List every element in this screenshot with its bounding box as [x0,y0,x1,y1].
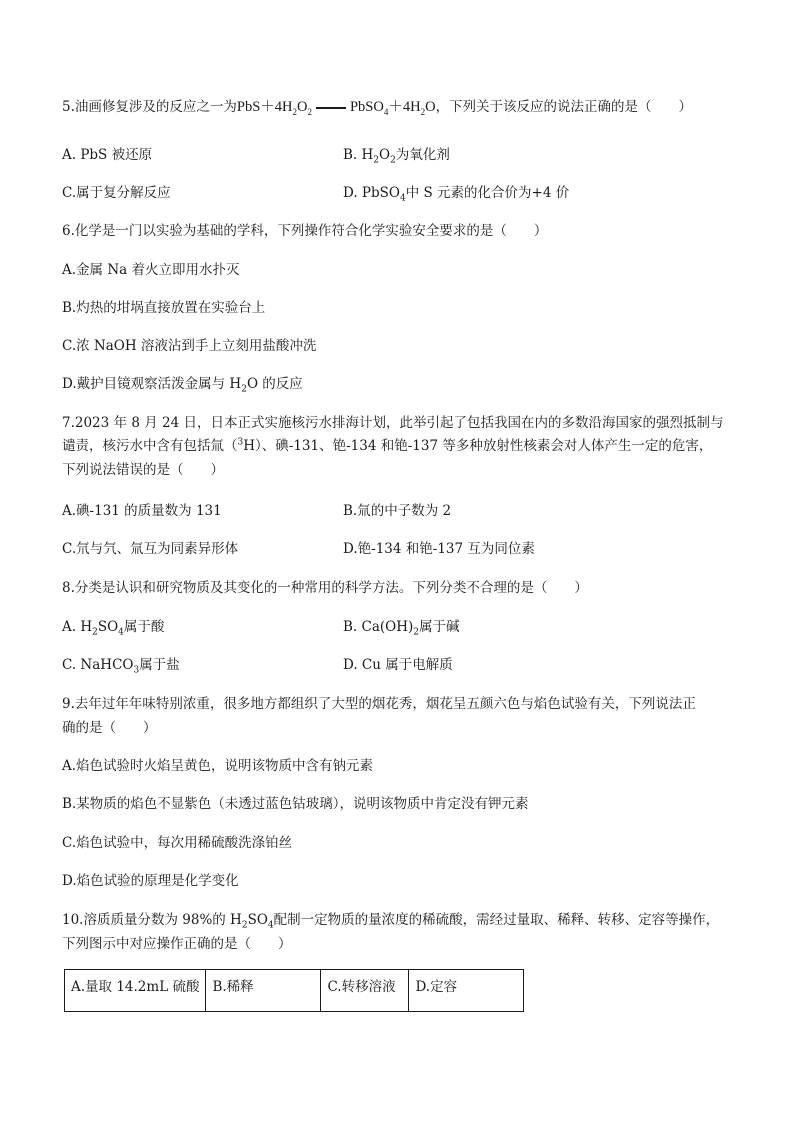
q9-stem-line2: 确的是（ ） [62,720,157,736]
q8-option-d: D. Cu 属于电解质 [343,657,453,673]
q9-option-a: A.焰色试验时火焰呈黄色，说明该物质中含有钠元素 [62,758,374,774]
q6-stem: 6.化学是一门以实验为基础的学科，下列操作符合化学实验安全要求的是（ ） [62,223,548,239]
q7-option-a: A.碘-131 的质量数为 131 [62,503,222,519]
q5-stem: 5.油画修复涉及的反应之一为$PbS+4H_2O_2$ $PbSO_4+4H_2O$，下列关于该反应的说法正确的是（ ） [62,99,693,117]
q7-stem-line1: 7.2023 年 8 月 24 日，日本正式实施核污水排海计划，此举引起了包括我国在内的多数沿海国家的强烈抵制与 [62,415,724,431]
q7-option-c: C.氘与氕、氚互为同素异形体 [62,541,239,557]
q10-stem-line2: 下列图示中对应操作正确的是（ ） [62,936,292,952]
q7-stem-line3: 下列说法错误的是（ ） [62,462,224,478]
q5-option-d: D. PbSO$_4$中 S 元素的化合价为+4 价 [343,185,570,204]
q10-stem-line1: 10.溶质质量分数为 98%的 $H_2SO_4$配制一定物质的量浓度的稀硫酸，需经过量取、稀释、转移、定容等操作， [62,912,720,931]
q10-option-a: A.量取 14.2mL 硫酸 [65,970,206,1012]
q9-stem-line1: 9.去年过年年味特别浓重，很多地方都组织了大型的烟花秀，烟花呈五颜六色与焰色试验有关，下列说法正 [62,696,696,712]
q8-stem: 8.分类是认识和研究物质及其变化的一种常用的科学方法。下列分类不合理的是（ ） [62,580,588,596]
q9-option-c: C.焰色试验中，每次用稀硫酸洗涤铂丝 [62,835,293,851]
q8-option-c: C. NaHCO$_3$属于盐 [62,657,180,676]
q8-option-a: A. $H_2SO_4$属于酸 [62,619,165,638]
q10-option-d: D.定容 [409,970,524,1012]
q9-option-b: B.某物质的焰色不显紫色（未透过蓝色钴玻璃），说明该物质中肯定没有钾元素 [62,796,529,812]
q5-option-b: B. $H_2O_2$为氧化剂 [343,147,450,166]
q6-option-a: A.金属 Na 着火立即用水扑灭 [62,262,240,278]
reaction-arrow-icon [316,107,346,109]
q10-options-table [64,969,524,1012]
q5-option-c: C.属于复分解反应 [62,185,171,201]
q7-option-b: B.氚的中子数为 2 [343,503,452,519]
q10-option-b: B.稀释 [206,970,321,1012]
q6-option-c: C.浓 NaOH 溶液沾到手上立刻用盐酸冲洗 [62,338,317,354]
q9-option-d: D.焰色试验的原理是化学变化 [62,873,239,889]
table-row [65,970,524,1012]
q6-option-b: B.灼热的坩埚直接放置在实验台上 [62,300,266,316]
q7-stem-line2: 谴责，核污水中含有包括氚（$^3$H）、碘-131、铯-134 和铯-137 等多种放射性核素会对人体产生一定的危害， [62,437,713,454]
q5-equation: $PbS+4H_2O_2$ $PbSO_4+4H_2O$ [236,99,436,117]
q8-option-b: B. $Ca(OH)_2$属于碱 [343,619,460,638]
q10-option-c: C.转移溶液 [321,970,409,1012]
q5-option-a: A. PbS 被还原 [62,147,153,163]
q6-option-d: D.戴护目镜观察活泼金属与 $H_2O$ 的反应 [62,376,303,395]
q7-option-d: D.铯-134 和铯-137 互为同位素 [343,541,535,557]
